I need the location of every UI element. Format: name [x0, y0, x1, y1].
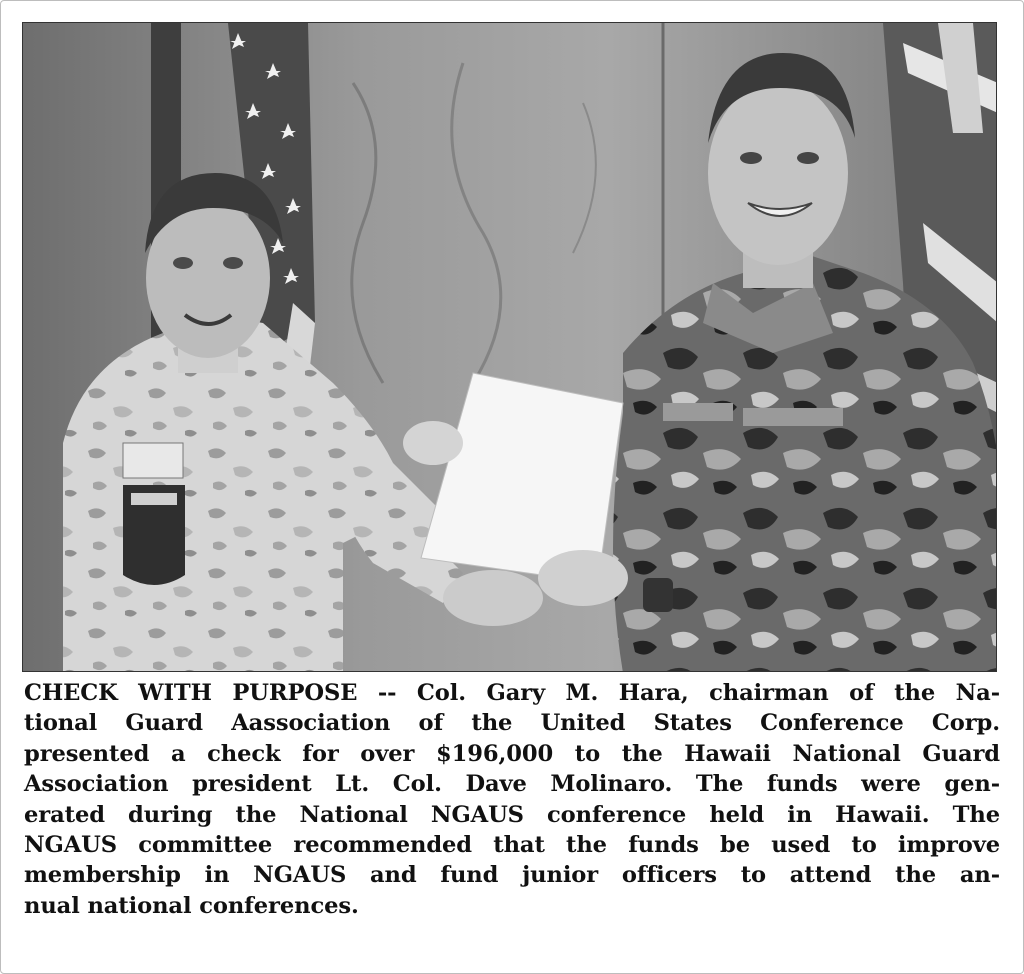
caption-line: erated during the National NGAUS conference held in Hawaii. The	[24, 801, 1000, 828]
caption-line: presented a check for over $196,000 to the Hawaii National Guard	[24, 740, 1000, 767]
news-photo	[22, 22, 997, 672]
caption-line: CHECK WITH PURPOSE -- Col. Gary M. Hara, chairman of the Na-	[24, 680, 1000, 706]
caption-line: NGAUS committee recommended that the funds be used to improve	[24, 832, 1000, 859]
photo-caption	[24, 678, 1000, 921]
caption-line: nual national conferences.	[24, 892, 359, 919]
caption-line: Association president Lt. Col. Dave Molinaro. The funds were gen-	[24, 771, 1000, 798]
caption-line: membership in NGAUS and fund junior officers to attend the an-	[24, 862, 1000, 889]
caption-line: tional Guard Aassociation of the United States Conference Corp.	[24, 710, 1000, 737]
